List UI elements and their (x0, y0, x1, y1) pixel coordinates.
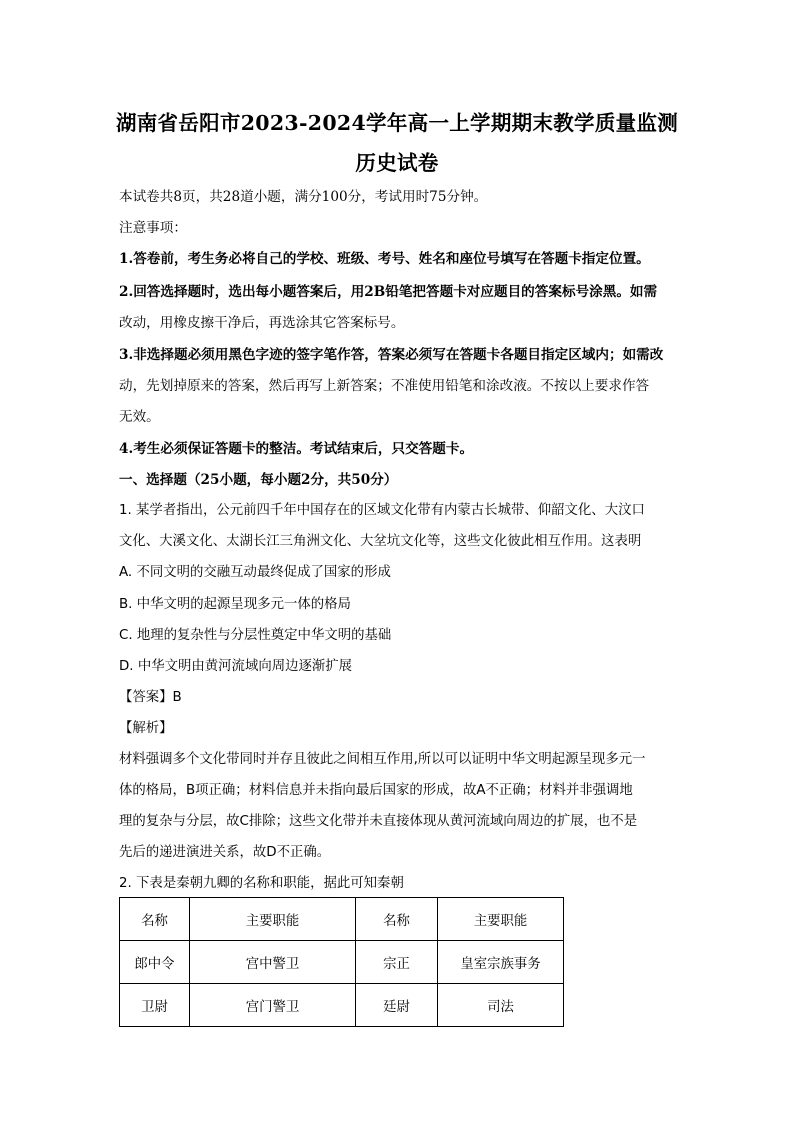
q1-option-b: B. 中华文明的起源呈现多元一体的格局 (119, 597, 351, 612)
table-cell: 郎中令 (120, 941, 190, 984)
q1-analysis-label: 【解析】 (119, 721, 173, 736)
q1-analysis-line-3: 理的复杂与分层，故C排除；这些文化带并未直接体现从黄河流域向周边的扩展，也不是 (119, 814, 638, 829)
table-cell: 皇室宗族事务 (438, 941, 564, 984)
table-cell: 宫中警卫 (190, 941, 356, 984)
table-header-row (120, 898, 564, 941)
notice-item-2-line-1: 2.回答选择题时，选出每小题答案后，用2B铅笔把答题卡对应题目的答案标号涂黑。如需 (119, 284, 658, 300)
table-cell: 廷尉 (356, 984, 438, 1027)
q1-analysis-line-2: 体的格局，B项正确；材料信息并未指向最后国家的形成，故A不正确；材料并非强调地 (119, 783, 633, 798)
notice-item-4: 4.考生必须保证答题卡的整洁。考试结束后，只交答题卡。 (119, 441, 474, 457)
q1-option-d: D. 中华文明由黄河流域向周边逐渐扩展 (119, 659, 353, 674)
table-cell: 宫门警卫 (190, 984, 356, 1027)
section-heading: 一、选择题（25小题，每小题2分，共50分） (119, 472, 398, 488)
exam-intro: 本试卷共8页，共28道小题，满分100分，考试用时75分钟。 (119, 189, 488, 205)
table-cell: 卫尉 (120, 984, 190, 1027)
notice-item-3-line-2: 动，先划掉原来的答案，然后再写上新答案；不准使用铅笔和涂改液。不按以上要求作答 (119, 378, 650, 394)
table-row (120, 941, 564, 984)
q1-analysis-line-4: 先后的递进演进关系，故D不正确。 (119, 845, 331, 860)
table-header-cell: 名称 (120, 898, 190, 941)
q1-stem-line-1: 1. 某学者指出，公元前四千年中国存在的区域文化带有内蒙古长城带、仰韶文化、大汶口 (119, 503, 645, 518)
q1-option-a: A. 不同文明的交融互动最终促成了国家的形成 (119, 565, 391, 580)
notice-item-1: 1.答卷前，考生务必将自己的学校、班级、考号、姓名和座位号填写在答题卡指定位置。 (119, 251, 650, 267)
notice-item-3-line-3: 无效。 (119, 409, 160, 425)
notice-item-2-line-2: 改动，用橡皮擦干净后，再选涂其它答案标号。 (119, 315, 405, 331)
table-row (120, 984, 564, 1027)
notice-heading: 注意事项： (119, 220, 187, 236)
table-header-cell: 名称 (356, 898, 438, 941)
notice-item-3-line-1: 3.非选择题必须用黑色字迹的签字笔作答，答案必须写在答题卡各题目指定区域内；如需改 (119, 347, 664, 363)
table-header-cell: 主要职能 (190, 898, 356, 941)
table-cell: 宗正 (356, 941, 438, 984)
table-cell: 司法 (438, 984, 564, 1027)
q1-analysis-line-1: 材料强调多个文化带同时并存且彼此之间相互作用,所以可以证明中华文明起源呈现多元一 (119, 752, 646, 767)
exam-title: 湖南省岳阳市2023-2024学年高一上学期期末教学质量监测 (115, 111, 679, 135)
exam-subject-title: 历史试卷 (355, 151, 439, 175)
q1-answer: 【答案】B (119, 690, 182, 705)
q1-option-c: C. 地理的复杂性与分层性奠定中华文明的基础 (119, 628, 392, 643)
q2-stem: 2. 下表是秦朝九卿的名称和职能，据此可知秦朝 (119, 876, 404, 891)
table-header-cell: 主要职能 (438, 898, 564, 941)
q1-stem-line-2: 文化、大溪文化、太湖长江三角洲文化、大坌坑文化等，这些文化彼此相互作用。这表明 (119, 534, 642, 549)
q2-table (119, 897, 564, 1027)
